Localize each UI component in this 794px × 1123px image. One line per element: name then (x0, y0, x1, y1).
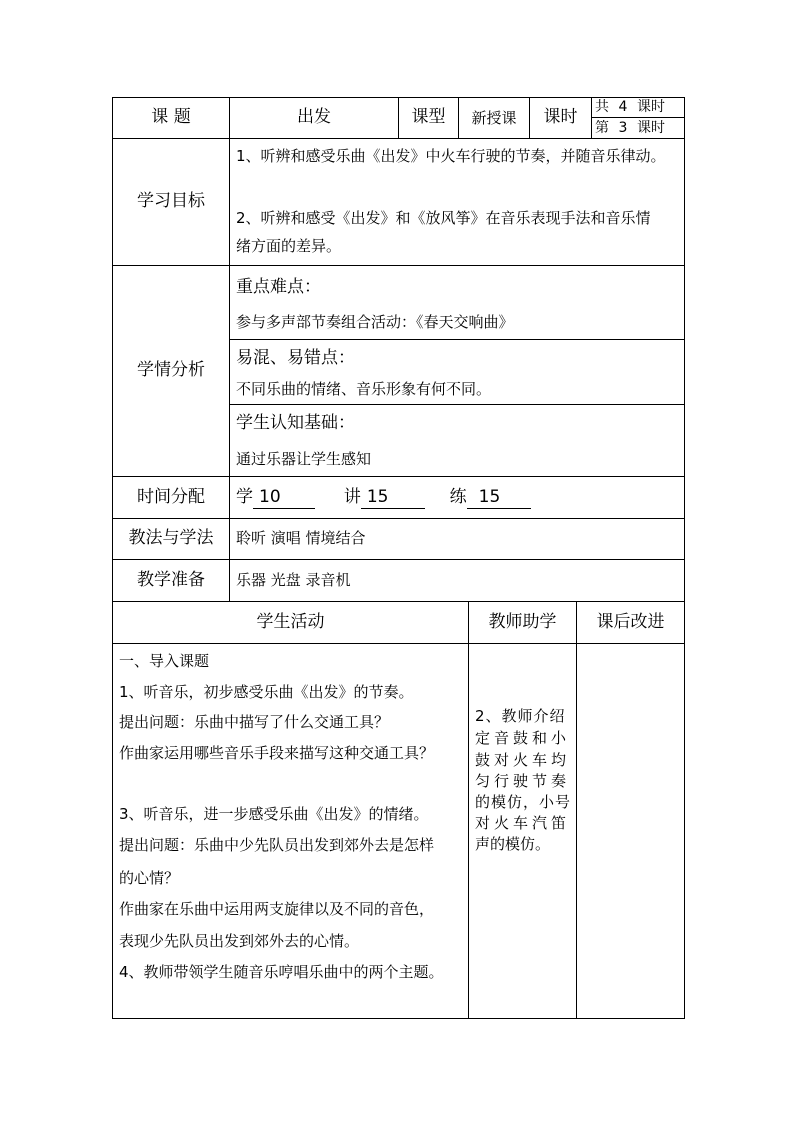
current-value: 3 (609, 118, 637, 139)
current-suffix: 课时 (637, 120, 665, 136)
student-activity-header: 学生活动 (256, 612, 325, 632)
talk-value: 15 (361, 487, 425, 509)
total-periods (595, 97, 665, 118)
rule-teacher-left (468, 601, 469, 1019)
activity-line: 的心情？ (119, 869, 180, 887)
teacher-help-line: 定音鼓和小 (475, 729, 571, 747)
rule-label-col (229, 97, 230, 602)
base-text: 通过乐器让学生感知 (236, 450, 372, 468)
total-value: 4 (609, 97, 637, 118)
total-prefix: 共 (595, 99, 609, 115)
activity-line: 4、教师带领学生随音乐哼唱乐曲中的两个主题。 (119, 963, 444, 981)
objective-2-line1: 2、听辨和感受《出发》和《放风筝》在音乐表现手法和音乐情 (236, 209, 651, 227)
activity-line: 提出问题：乐曲中描写了什么交通工具？ (119, 713, 390, 731)
objective-1: 1、听辨和感受乐曲《出发》中火车行驶的节奏，并随音乐律动。 (236, 147, 666, 165)
type-value: 新授课 (471, 109, 517, 127)
prep-value: 乐器 光盘 录音机 (236, 571, 351, 589)
rule-objectives-bottom (112, 265, 685, 266)
objectives-label: 学习目标 (137, 191, 205, 211)
activity-line: 作曲家运用哪些音乐手段来描写这种交通工具？ (119, 744, 435, 762)
activity-line: 一、导入课题 (119, 652, 210, 670)
total-suffix: 课时 (637, 99, 665, 115)
confuse-text: 不同乐曲的情绪、音乐形象有何不同。 (236, 380, 492, 398)
talk-label: 讲 (343, 487, 361, 507)
rule-methods-bottom (112, 559, 685, 560)
key-heading: 重点难点： (236, 277, 321, 297)
teacher-help-line: 的模仿，小号 (475, 793, 572, 811)
rule-time-bottom (112, 518, 685, 519)
period-label: 课时 (543, 107, 578, 127)
improvement-header: 课后改进 (596, 612, 665, 632)
teacher-help-header: 教师助学 (488, 612, 557, 632)
current-period (595, 118, 665, 139)
topic-label: 课 题 (151, 107, 191, 127)
base-heading: 学生认知基础： (236, 413, 355, 433)
activity-line: 1、听音乐，初步感受乐曲《出发》的节奏。 (119, 683, 414, 701)
rule-activity-header-bottom (112, 643, 685, 644)
rule-period-right (591, 97, 592, 139)
practice-label: 练 (449, 487, 467, 507)
teacher-help-line: 2、教师介绍 (475, 707, 566, 725)
activity-line: 3、听音乐，进一步感受乐曲《出发》的情绪。 (119, 805, 429, 823)
rule-prep-bottom (112, 601, 685, 602)
rule-right (684, 97, 685, 1019)
learn-label: 学 (236, 487, 253, 507)
activity-line: 提出问题：乐曲中少先队员出发到郊外去是怎样 (119, 836, 435, 854)
topic-value: 出发 (297, 107, 331, 127)
teacher-help-line: 鼓对火车均 (475, 751, 571, 769)
methods-label: 教法与学法 (128, 528, 214, 548)
current-prefix: 第 (595, 120, 609, 136)
rule-analysis-bottom (112, 476, 685, 477)
teacher-help-line: 声的模仿。 (475, 835, 551, 853)
rule-left (112, 97, 113, 1019)
rule-bottom (112, 1018, 685, 1019)
rule-confuse-bottom (229, 404, 685, 405)
time-allocation (236, 487, 531, 509)
practice-value: 15 (467, 487, 531, 509)
objective-2-line2: 绪方面的差异。 (236, 237, 342, 255)
activity-line: 表现少先队员出发到郊外去的心情。 (119, 932, 360, 950)
key-text: 参与多声部节奏组合活动：《春天交响曲》 (236, 313, 514, 331)
confuse-heading: 易混、易错点： (236, 348, 355, 368)
analysis-label: 学情分析 (137, 360, 205, 380)
learn-value: 10 (253, 487, 315, 509)
time-label: 时间分配 (137, 487, 205, 507)
teacher-help-line: 匀行驶节奏 (475, 772, 571, 790)
type-label: 课型 (411, 107, 446, 127)
prep-label: 教学准备 (137, 570, 205, 590)
rule-key-bottom (229, 339, 685, 340)
activity-line: 作曲家在乐曲中运用两支旋律以及不同的音色， (119, 900, 435, 918)
methods-value: 聆听 演唱 情境结合 (236, 529, 366, 547)
teacher-help-line: 对火车汽笛 (475, 814, 571, 832)
rule-teacher-right (576, 601, 577, 1019)
